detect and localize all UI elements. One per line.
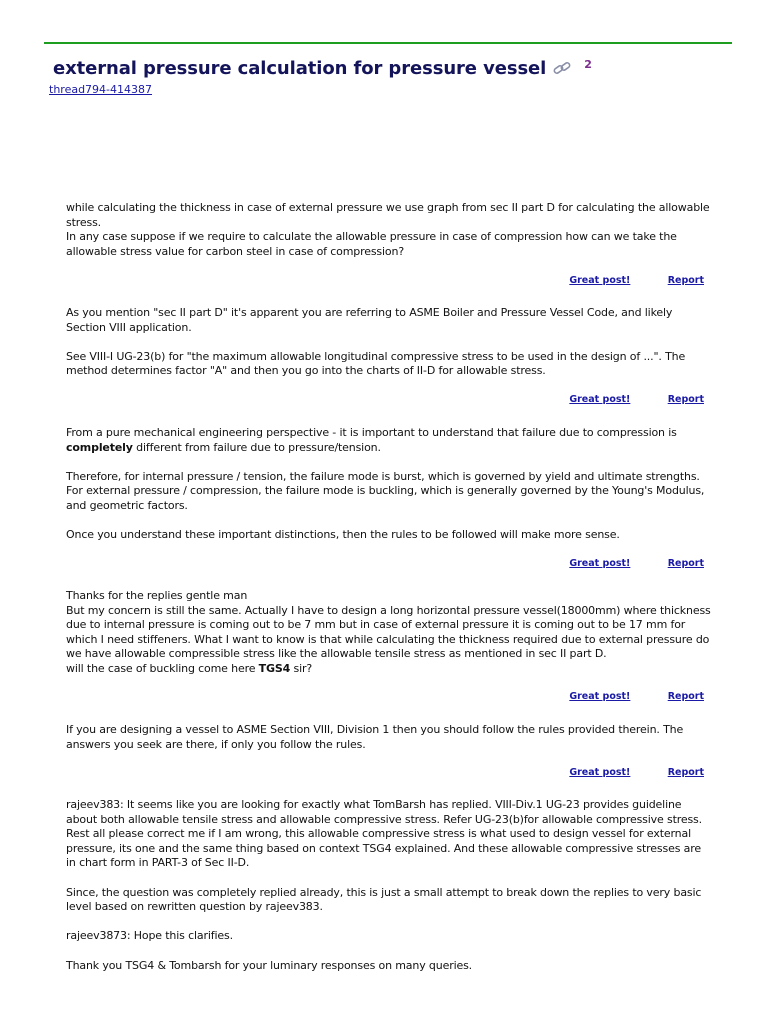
reply-count-badge[interactable]: 2	[584, 58, 592, 71]
post-text: rajeev3873: Hope this clarifies.	[66, 929, 233, 943]
post-2	[66, 306, 714, 379]
thread-id-link[interactable]: thread794-414387	[49, 83, 153, 96]
great-post-link[interactable]: Great post!	[569, 275, 631, 286]
post-text: Once you understand these important distinctions, then the rules to be followed will make more sense.	[66, 528, 620, 542]
post-text: For external pressure / compression, the failure mode is buckling, which is generally governed by the Young's Modulus, and geometric factors.	[66, 484, 705, 512]
great-post-link[interactable]: Great post!	[569, 691, 631, 702]
post-actions	[569, 767, 704, 778]
post-text: Thanks for the replies gentle man	[66, 589, 248, 602]
post-text: From a pure mechanical engineering perspective - it is important to understand that failure due to compression is completely different from failure due to pressure/tension.	[66, 426, 677, 454]
post-actions	[569, 558, 704, 569]
report-link[interactable]: Report	[667, 275, 704, 286]
post-actions	[569, 691, 704, 702]
header-divider	[44, 42, 732, 44]
post-text: If you are designing a vessel to ASME Section VIII, Division 1 then you should follow the rules provided therein. The answers you seek are there, if only you follow the rules.	[66, 723, 684, 751]
post-text: rajeev383: It seems like you are looking for exactly what TomBarsh has replied. VIII-Div.1 UG-23 provides guideline about both allowable tensile stress and allowable compressive stress. Refer UG-23(b)for allowable compressive stress. Rest all please correct me if I am wrong, this allowable compressive stress is what used to design vessel for external pressure, its one and the same thing based on context TSG4 explained. And these allowable compressive stresses are in chart form in PART-3 of Sec II-D.	[66, 798, 702, 870]
great-post-link[interactable]: Great post!	[569, 558, 631, 569]
post-text: will the case of buckling come here TGS4 sir?	[66, 661, 313, 675]
post-text: Thank you TSG4 & Tombarsh for your luminary responses on many queries.	[66, 958, 473, 972]
post-text: As you mention "sec II part D" it's apparent you are referring to ASME Boiler and Pressure Vessel Code, and likely Section VIII application.	[66, 306, 673, 334]
link-chain-icon[interactable]	[552, 61, 572, 77]
post-actions	[569, 394, 704, 405]
report-link[interactable]: Report	[667, 394, 704, 405]
great-post-link[interactable]: Great post!	[569, 394, 631, 405]
post-text: while calculating the thickness in case of external pressure we use graph from sec II part D for calculating the allowable stress.	[66, 201, 710, 229]
thread-title-row	[53, 58, 592, 79]
great-post-link[interactable]: Great post!	[569, 767, 631, 778]
report-link[interactable]: Report	[667, 691, 704, 702]
report-link[interactable]: Report	[667, 767, 704, 778]
post-actions	[569, 275, 704, 286]
report-link[interactable]: Report	[667, 558, 704, 569]
post-3	[66, 426, 714, 543]
post-4	[66, 589, 714, 677]
post-1	[66, 201, 714, 259]
post-text: In any case suppose if we require to calculate the allowable pressure in case of compression how can we take the allowable stress value for carbon steel in case of compression?	[66, 230, 677, 258]
post-text: But my concern is still the same. Actually I have to design a long horizontal pressure vessel(18000mm) where thickness due to internal pressure is coming out to be 7 mm but in case of external pressure it is coming out to be 17 mm for which I need stiffeners. What I want to know is that while calculating the thickness required due to external pressure do we have allowable compressible stress like the allowable tensile stress as mentioned in sec II part D.	[66, 603, 711, 661]
post-6	[66, 798, 714, 973]
post-5	[66, 723, 714, 752]
thread-title: external pressure calculation for pressure vessel	[53, 58, 547, 79]
post-text: Since, the question was completely replied already, this is just a small attempt to break down the replies to very basic level based on rewritten question by rajeev383.	[66, 885, 702, 914]
post-text: Therefore, for internal pressure / tension, the failure mode is burst, which is governed by yield and ultimate strengths.	[66, 469, 700, 483]
post-text: See VIII-I UG-23(b) for "the maximum allowable longitudinal compressive stress to be used in the design of ...". The method determines factor "A" and then you go into the charts of II-D for allowable stress.	[66, 349, 686, 378]
